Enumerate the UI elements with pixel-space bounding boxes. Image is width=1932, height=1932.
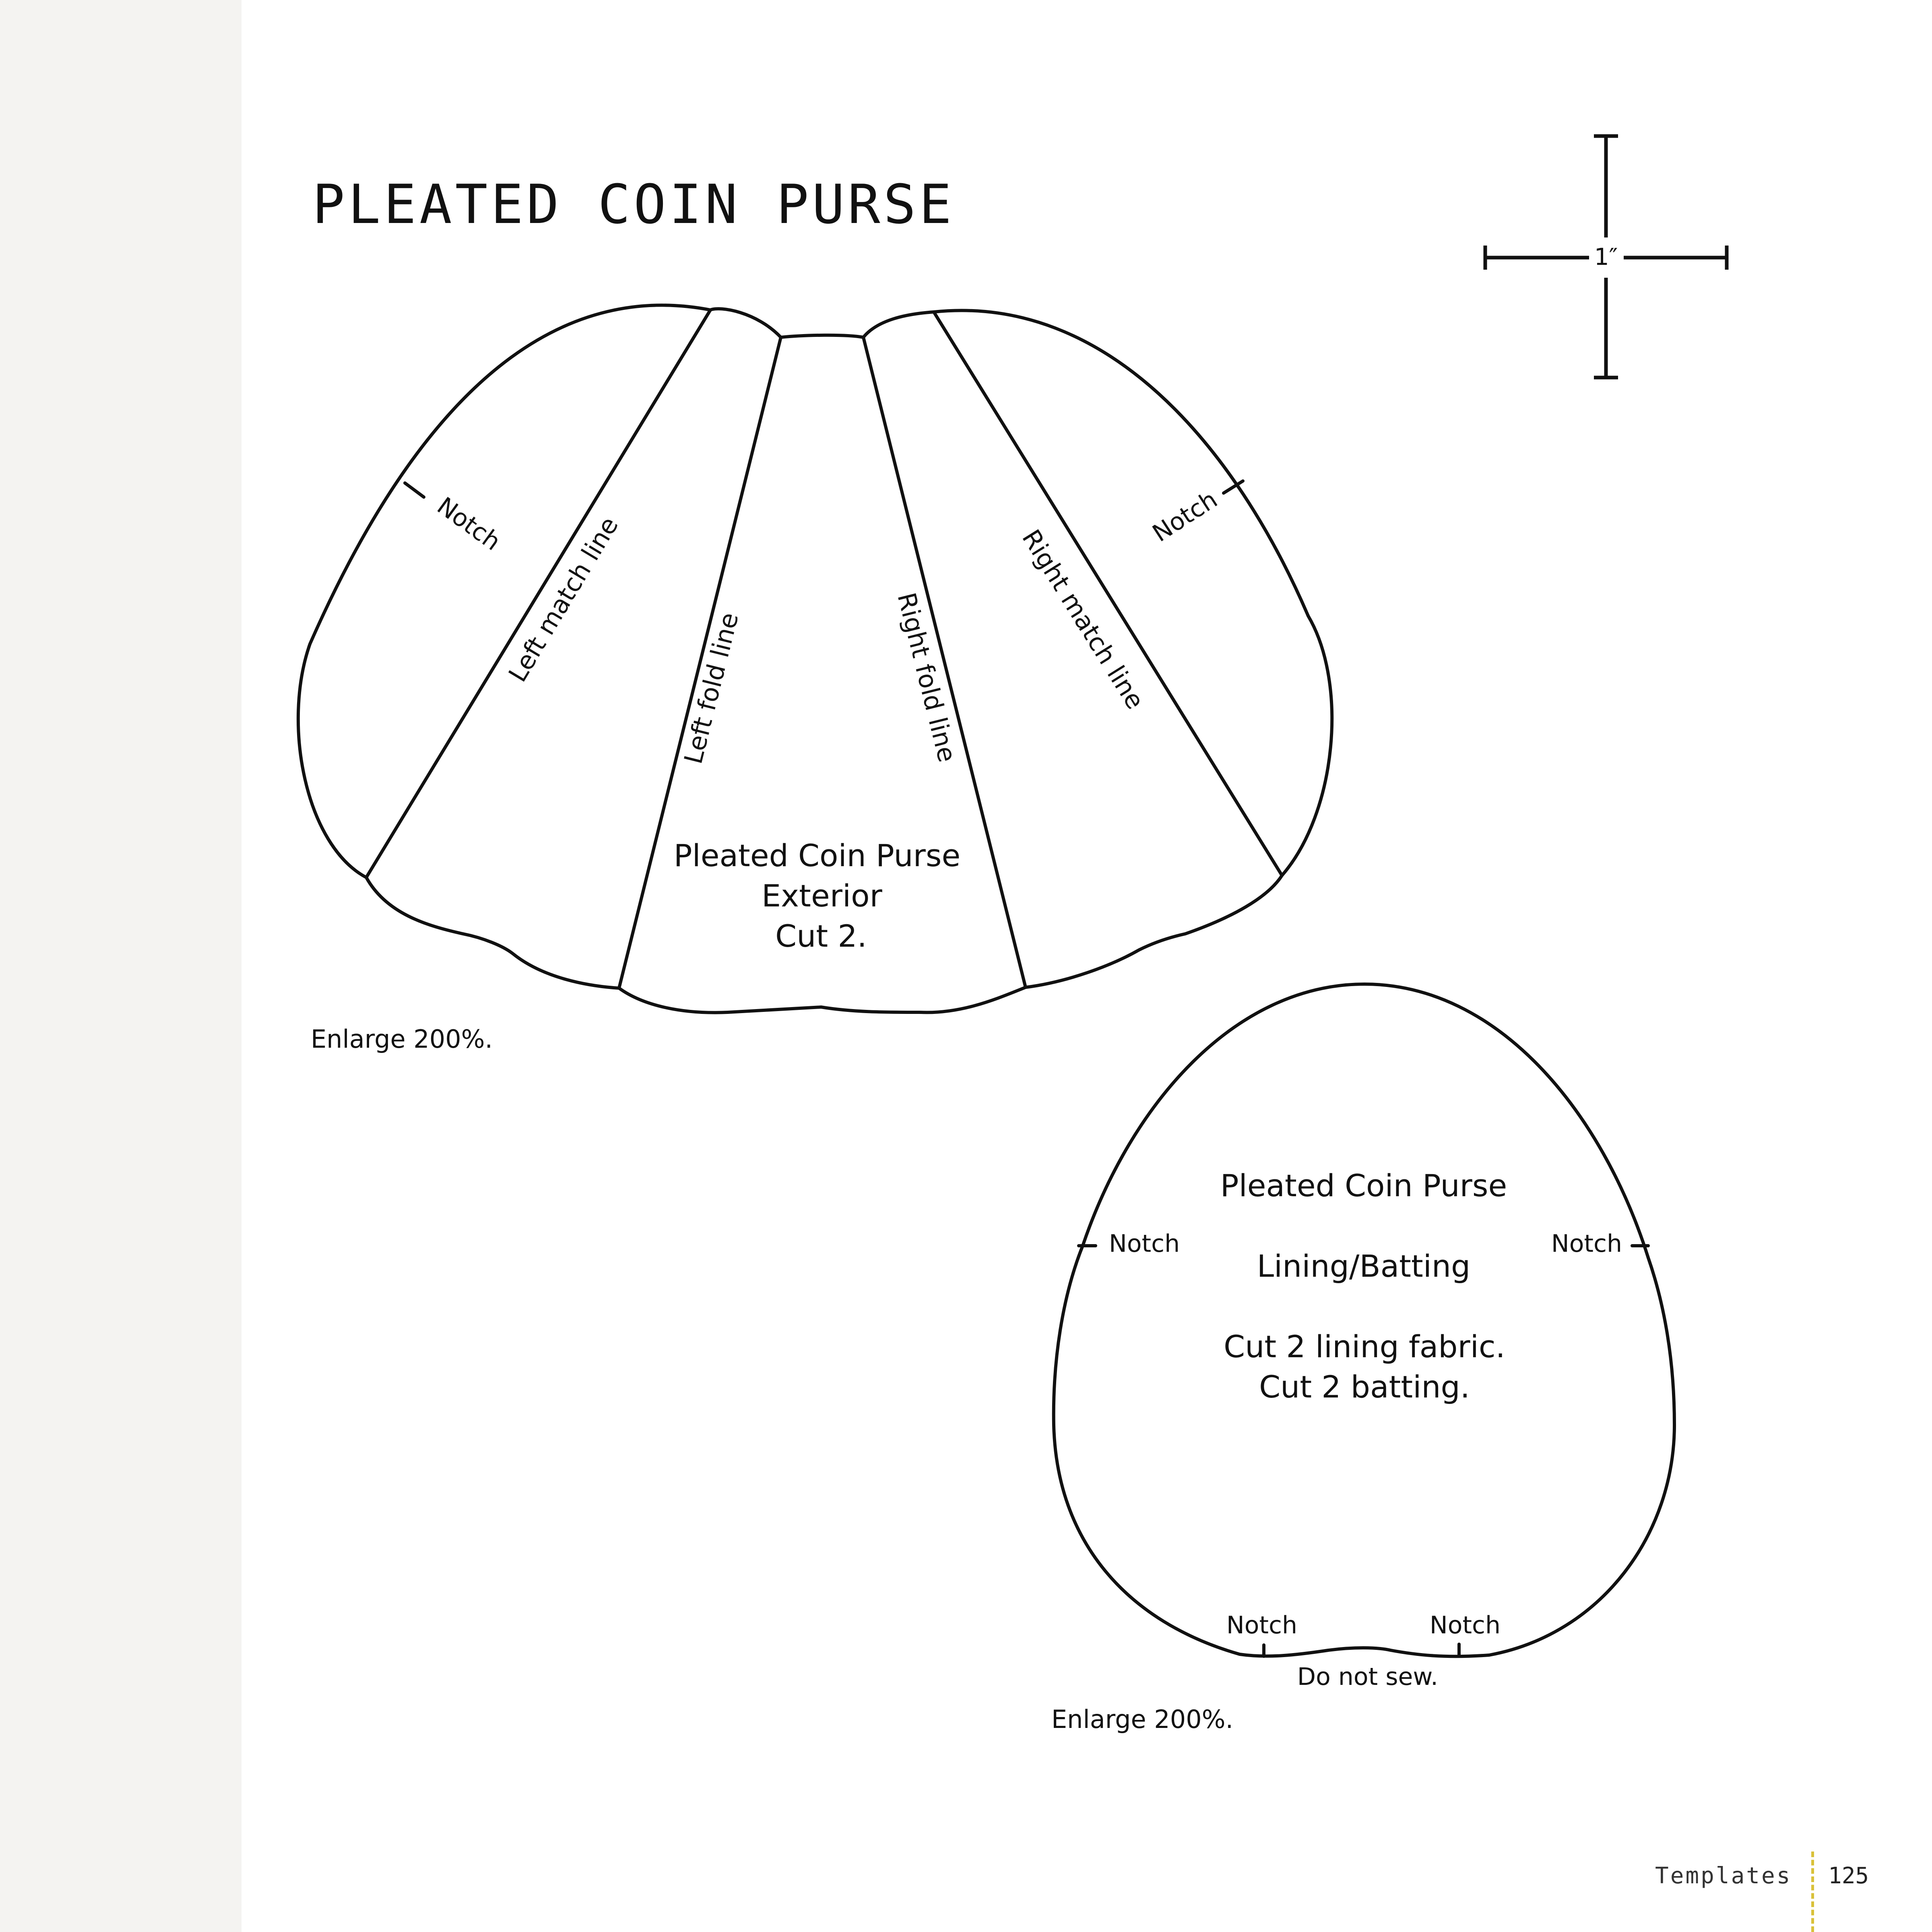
- footer-divider: [1811, 1852, 1814, 1932]
- lining-cut-batting: Cut 2 batting.: [1259, 1369, 1470, 1405]
- left-notch-mark: [405, 483, 424, 497]
- right-fold-line-label: Right fold line: [892, 589, 962, 765]
- lining-outline: [1054, 984, 1674, 1656]
- exterior-cut-instruction: Cut 2.: [775, 918, 867, 954]
- lining-bottom-right-notch-label: Notch: [1429, 1611, 1501, 1639]
- right-notch-label: Notch: [1148, 485, 1223, 548]
- left-notch-label: Notch: [431, 491, 506, 556]
- exterior-name-line2: Exterior: [762, 878, 882, 914]
- right-match-line-label: Right match line: [1016, 524, 1150, 714]
- exterior-enlarge-note: Enlarge 200%.: [311, 1024, 493, 1054]
- right-match-line: [934, 312, 1282, 875]
- lining-bottom-left-notch-label: Notch: [1226, 1611, 1298, 1639]
- lining-template: [1054, 984, 1674, 1656]
- footer-section-name: Templates: [1655, 1863, 1792, 1889]
- page-number: 125: [1828, 1863, 1869, 1889]
- left-match-line: [366, 310, 710, 877]
- lining-subtitle: Lining/Batting: [1257, 1248, 1471, 1284]
- left-fold-line: [619, 337, 781, 988]
- left-fold-line-label: Left fold line: [678, 609, 745, 767]
- lining-left-notch-label: Notch: [1109, 1230, 1180, 1258]
- lining-right-notch-label: Notch: [1551, 1230, 1622, 1258]
- right-fold-line: [863, 337, 1026, 987]
- page-title: PLEATED COIN PURSE: [312, 173, 955, 236]
- scale-marker-label: 1″: [1594, 243, 1618, 270]
- left-match-line-label: Left match line: [502, 512, 624, 687]
- lining-name: Pleated Coin Purse: [1220, 1168, 1507, 1203]
- lining-enlarge-note: Enlarge 200%.: [1051, 1705, 1234, 1734]
- exterior-name-line1: Pleated Coin Purse: [673, 838, 961, 873]
- do-not-sew-label: Do not sew.: [1297, 1663, 1439, 1691]
- lining-cut-lining: Cut 2 lining fabric.: [1224, 1329, 1505, 1364]
